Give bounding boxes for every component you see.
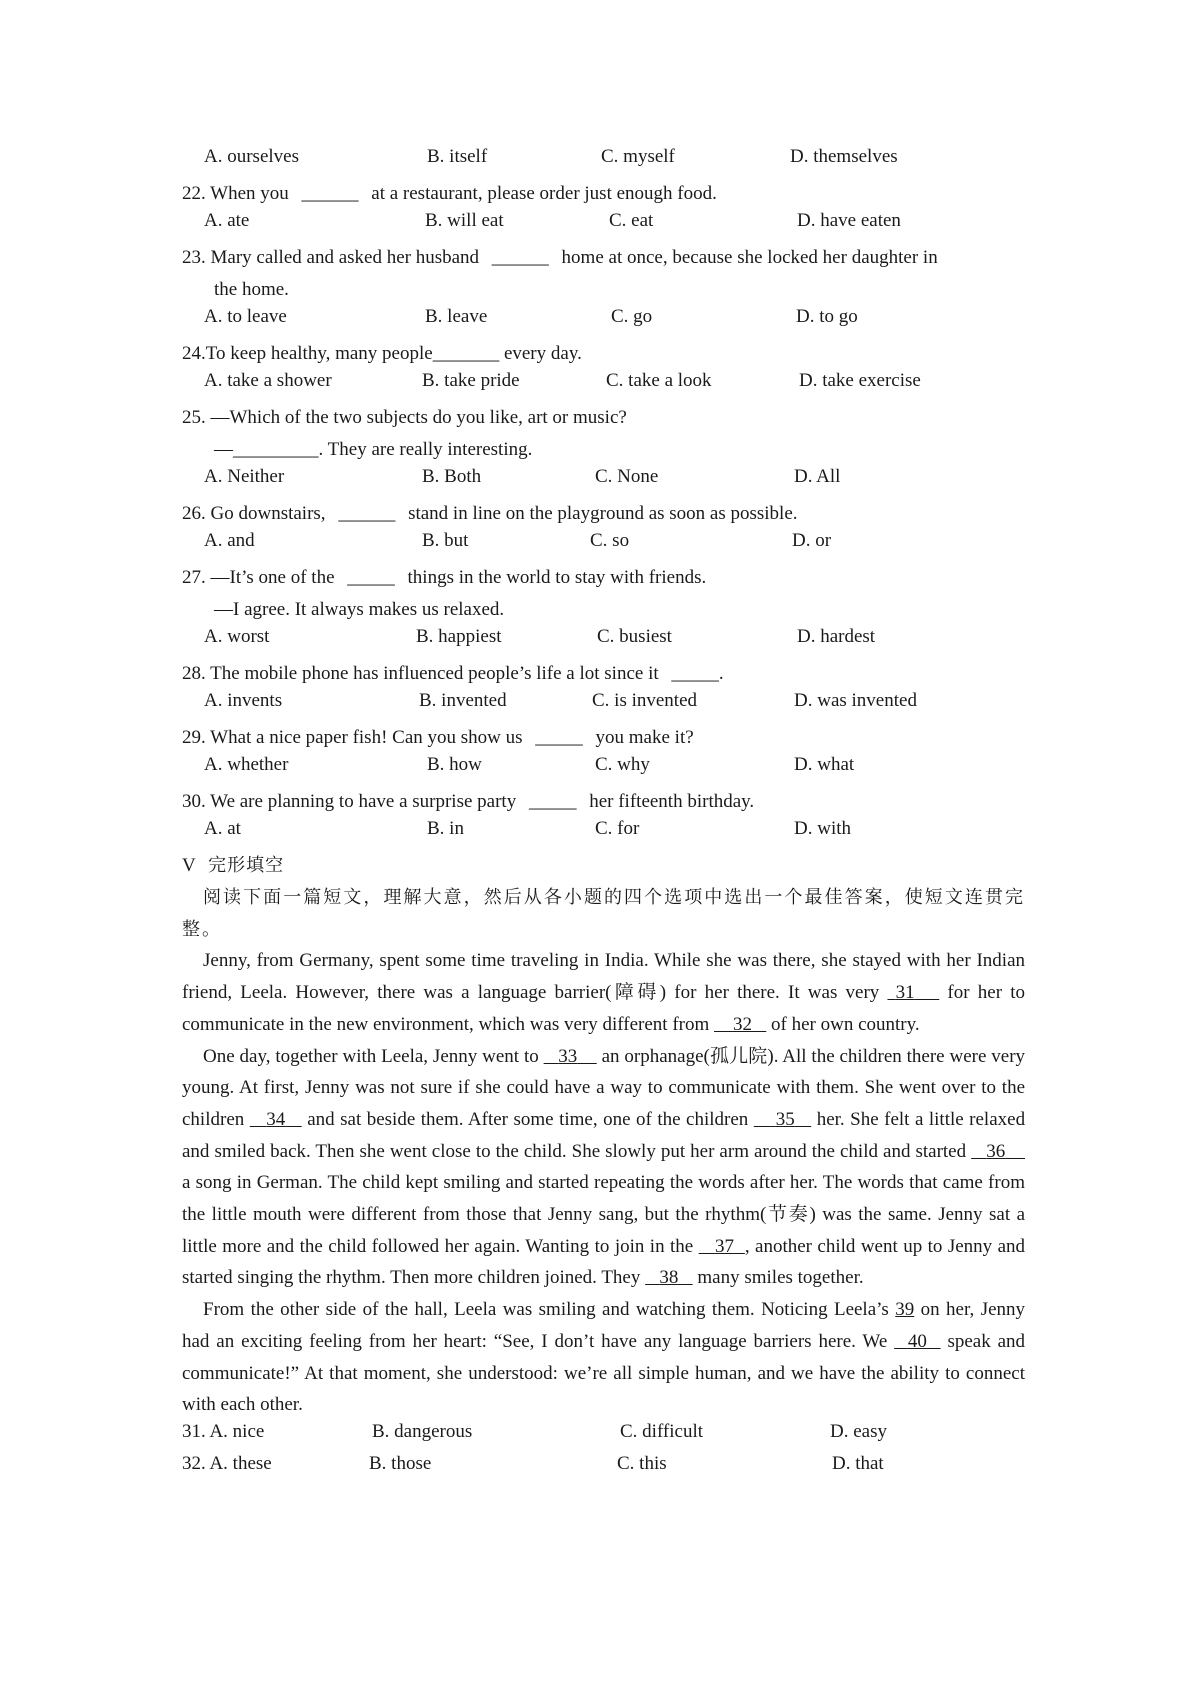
question-28 <box>182 658 1025 690</box>
option: D. with <box>794 818 851 839</box>
option: A. worst <box>204 626 270 647</box>
option: D. easy <box>830 1420 887 1442</box>
blank-number: 38 <box>659 1267 679 1289</box>
blank: _____ <box>347 567 395 588</box>
option: D. take exercise <box>799 370 921 391</box>
option: D. have eaten <box>797 210 901 231</box>
blank-40 <box>894 1331 940 1352</box>
option: A. Neither <box>204 466 285 487</box>
option: 32. A. these <box>182 1452 272 1474</box>
q22-options <box>182 210 1025 242</box>
blank-36 <box>971 1141 1025 1162</box>
blank-number: 33 <box>558 1045 578 1067</box>
q30-options <box>182 818 1025 850</box>
blank: ______ <box>338 503 396 524</box>
option: B. how <box>427 754 482 775</box>
option: B. Both <box>422 466 482 487</box>
section-instruction: 阅读下面一篇短文，理解大意，然后从各小题的四个选项中选出一个最佳答案，使短文连贯完整。 <box>182 887 1025 940</box>
option: D. themselves <box>790 146 898 167</box>
question-27 <box>182 562 1025 594</box>
option: C. None <box>595 466 659 487</box>
option: C. go <box>611 306 653 327</box>
option: C. for <box>595 818 640 839</box>
question-22 <box>182 178 1025 210</box>
option: A. take a shower <box>204 370 332 391</box>
blank: _____ <box>528 791 577 812</box>
question-text: things in the world to stay with friends. <box>407 567 707 588</box>
option: A. and <box>204 530 255 551</box>
question-text: 28. The mobile phone has influenced people’s life a lot since it <box>182 663 659 684</box>
option: A. whether <box>204 754 289 775</box>
passage-text: a song in German. The child kept smiling and started repeating the words after her. The words that came from the little mouth were different from those that Jenny sang, but the rhythm(节奏) was the same. Jenny sat a little more and the child followed her again. Wanting to join in the <box>182 1172 1025 1257</box>
blank-number: 37 <box>714 1235 734 1257</box>
option: B. those <box>369 1452 432 1474</box>
passage-paragraph-3 <box>182 1294 1025 1421</box>
q26-options <box>182 530 1025 562</box>
option: C. eat <box>609 210 654 231</box>
section-heading <box>182 850 1025 882</box>
q24-options <box>182 370 1025 402</box>
blank-31 <box>887 982 939 1003</box>
passage-text: of her own country. <box>771 1013 920 1035</box>
q28-options <box>182 690 1025 722</box>
question-text: 27. —It’s one of the <box>182 567 335 588</box>
option: B. invented <box>419 690 507 711</box>
blank-number: 40 <box>907 1330 927 1352</box>
q29-options <box>182 754 1025 786</box>
question-25: 25. —Which of the two subjects do you like, art or music? <box>182 407 627 428</box>
q23-options <box>182 306 1025 338</box>
blank-number: 36 <box>986 1140 1006 1162</box>
blank: _____ <box>535 727 583 748</box>
option: B. take pride <box>422 370 520 391</box>
option: D. All <box>794 466 841 487</box>
passage-text: an orphanage(孤儿院). All the children there were very young. At first, Jenny was not sure if she could have a way to communicate with them. She went over to the children <box>182 1045 1026 1130</box>
option: D. that <box>832 1452 884 1474</box>
blank: _____ <box>671 663 719 684</box>
question-25-response <box>182 434 1025 466</box>
option: C. so <box>590 530 630 551</box>
question-26 <box>182 498 1025 530</box>
option: B. but <box>422 530 469 551</box>
q25-options <box>182 466 1025 498</box>
blank-38 <box>645 1267 693 1288</box>
question-text: 29. What a nice paper fish! Can you show us <box>182 727 523 748</box>
question-24: 24.To keep healthy, many people_______ every day. <box>182 343 582 364</box>
question-text: her fifteenth birthday. <box>589 791 755 812</box>
option: A. at <box>204 818 241 839</box>
question-text: . They are really interesting. <box>318 439 533 460</box>
question-27-response: —I agree. It always makes us relaxed. <box>214 599 505 620</box>
question-text: you make it? <box>595 727 694 748</box>
q31-options <box>182 1421 1025 1453</box>
question-23 <box>182 242 1025 274</box>
passage-text: for her to communicate in the new environment, which was very different from <box>182 982 1025 1035</box>
passage-text: on her, Jenny had an exciting feeling from her heart: “See, I don’t have any language barriers here. We <box>182 1299 1026 1352</box>
option: C. take a look <box>606 370 712 391</box>
passage-text: Jenny, from Germany, spent some time traveling in India. While she was there, she stayed with her Indian friend, Leela. However, there was a language barrier(障碍) for her there. It was very <box>182 950 1025 1004</box>
blank: ______ <box>301 183 359 204</box>
question-29 <box>182 722 1025 754</box>
option: C. busiest <box>597 626 672 647</box>
q32-options <box>182 1453 1025 1485</box>
option: B. will eat <box>425 210 504 231</box>
blank: ______ <box>491 247 549 268</box>
option: 31. A. nice <box>182 1420 265 1442</box>
blank-39: 39 <box>895 1299 915 1321</box>
option: D. hardest <box>797 626 876 647</box>
blank-32 <box>714 1014 766 1035</box>
option: C. is invented <box>592 690 698 711</box>
passage-paragraph-2 <box>182 1041 1025 1295</box>
option: B. leave <box>425 306 488 327</box>
option: A. ourselves <box>204 146 299 167</box>
option: B. dangerous <box>372 1420 473 1442</box>
option: D. to go <box>796 306 858 327</box>
question-23-continued: the home. <box>214 279 289 300</box>
blank-37 <box>699 1236 745 1257</box>
option: A. invents <box>204 690 283 711</box>
option: B. itself <box>427 146 488 167</box>
question-text: . <box>718 663 724 684</box>
option: C. this <box>617 1452 667 1474</box>
passage-text: One day, together with Leela, Jenny went to <box>203 1045 539 1067</box>
q21-options <box>182 146 1025 178</box>
question-text: stand in line on the playground as soon as possible. <box>408 503 798 524</box>
blank-number: 35 <box>775 1108 795 1130</box>
blank-number: 31 <box>895 982 915 1004</box>
blank-34 <box>250 1109 302 1130</box>
blank-33 <box>544 1046 597 1067</box>
passage-text: From the other side of the hall, Leela was smiling and watching them. Noticing Leela’s <box>203 1299 889 1321</box>
question-text: 22. When you <box>182 183 289 204</box>
option: C. why <box>595 754 650 775</box>
blank-number: 34 <box>266 1108 286 1130</box>
blank-35 <box>754 1109 811 1130</box>
option: C. difficult <box>620 1420 704 1442</box>
passage-text: , another child went up to Jenny and started singing the rhythm. Then more children joined. They <box>182 1235 1026 1289</box>
passage-text: many smiles together. <box>697 1267 864 1289</box>
passage-text: her. She felt a little relaxed and smiled back. Then she went close to the child. She slowly put her arm around the child and started <box>182 1108 1026 1162</box>
blank-number: 32 <box>733 1013 753 1035</box>
option: A. to leave <box>204 306 287 327</box>
option: C. myself <box>601 146 675 167</box>
option: D. was invented <box>794 690 917 711</box>
option: B. in <box>427 818 464 839</box>
passage-text: and sat beside them. After some time, one of the children <box>307 1108 749 1130</box>
exam-content <box>182 146 1025 1485</box>
option: D. what <box>794 754 855 775</box>
question-text: 30. We are planning to have a surprise party <box>182 791 517 812</box>
option: A. ate <box>204 210 250 231</box>
question-30 <box>182 786 1025 818</box>
dash: — <box>214 439 233 460</box>
blank: _________ <box>233 439 319 460</box>
option: B. happiest <box>416 626 502 647</box>
option: D. or <box>792 530 832 551</box>
passage-paragraph-1 <box>182 945 1025 1040</box>
question-text: home at once, because she locked her daughter in <box>561 247 938 268</box>
question-text: 26. Go downstairs, <box>182 503 326 524</box>
passage-text: speak and communicate!” At that moment, she understood: we’re all simple human, and we have the ability to connect with each other. <box>182 1330 1026 1416</box>
question-text: 23. Mary called and asked her husband <box>182 247 480 268</box>
section-title: 完形填空 <box>208 855 285 876</box>
q27-options <box>182 626 1025 658</box>
section-number: V <box>182 855 196 876</box>
question-text: at a restaurant, please order just enough food. <box>371 183 717 204</box>
